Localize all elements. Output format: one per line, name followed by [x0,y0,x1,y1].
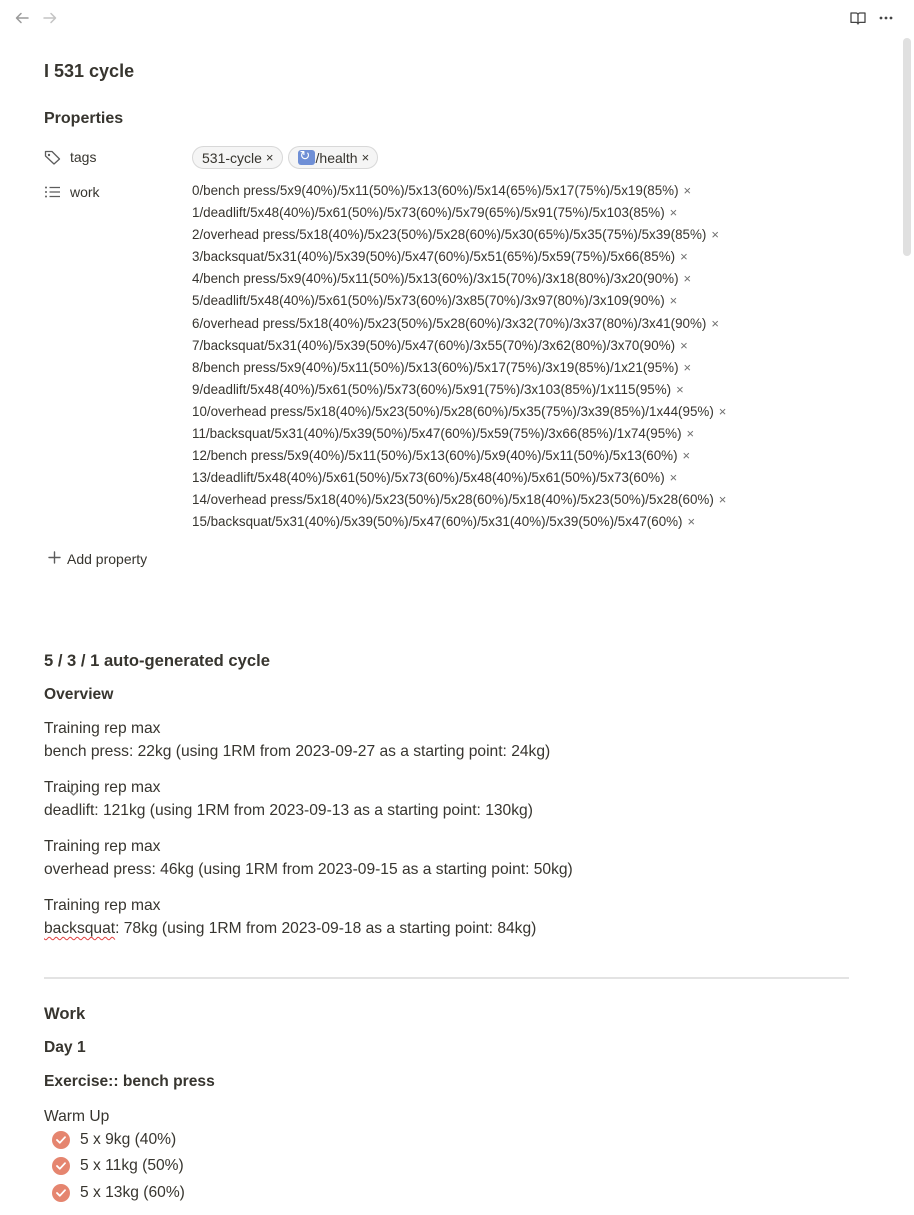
warmup-heading[interactable]: Warm Up [44,1108,110,1125]
remove-tag-close-icon[interactable]: × [265,150,274,165]
warmup-task[interactable] [52,1157,184,1175]
work-value-text: 9/deadlift/5x48(40%)/5x61(50%)/5x73(60%)/5x91(75%)/3x103(85%)/1x115(95%) [192,381,672,397]
training-max-exercise: bench press [44,743,129,760]
tags-values [192,146,378,169]
work-value-text: 14/overhead press/5x18(40%)/5x23(50%)/5x28(60%)/5x18(40%)/5x23(50%)/5x28(60%) [192,492,714,508]
training-max-title[interactable]: Training rep max [44,779,161,796]
warmup-task[interactable] [52,1184,185,1202]
property-key-work[interactable] [44,184,100,200]
remove-value-close-icon[interactable]: × [718,403,727,419]
tag-pill-label: 531-cycle [202,149,262,166]
remove-value-close-icon[interactable]: × [680,249,688,265]
remove-value-close-icon[interactable]: × [683,271,692,287]
work-values-list [192,180,842,534]
work-value-item[interactable] [192,445,842,467]
work-value-text: 8/bench press/5x9(40%)/5x11(50%)/5x13(60%)/5x17(75%)/3x19(85%)/1x21(95%) [192,359,679,375]
remove-value-close-icon[interactable]: × [676,381,684,397]
work-value-text: 12/bench press/5x9(40%)/5x11(50%)/5x13(60%)/5x9(40%)/5x11(50%)/5x13(60%) [192,448,678,464]
warmup-task[interactable] [52,1131,176,1149]
cycle-heading[interactable]: 5 / 3 / 1 auto-generated cycle [44,651,270,670]
remove-value-close-icon[interactable]: × [686,426,695,442]
training-max-exercise: overhead press [44,861,152,878]
forward-arrow-icon[interactable] [40,8,60,28]
properties-heading: Properties [44,110,124,127]
work-value-text: 1/deadlift/5x48(40%)/5x61(50%)/5x73(60%)/5x79(65%)/5x91(75%)/5x103(85%) [192,205,665,221]
work-value-item[interactable] [192,224,842,246]
more-options-icon[interactable] [876,8,896,28]
work-value-text: 0/bench press/5x9(40%)/5x11(50%)/5x13(60%)/5x14(65%)/5x17(75%)/5x19(85%) [192,183,679,198]
work-value-text: 3/backsquat/5x31(40%)/5x39(50%)/5x47(60%)/5x51(65%)/5x59(75%)/5x66(85%) [192,249,676,265]
add-property-button[interactable] [48,551,147,567]
property-row-work [44,184,100,200]
scrollbar[interactable] [903,38,911,1215]
work-value-text: 6/overhead press/5x18(40%)/5x23(50%)/5x28(60%)/3x32(70%)/3x37(80%)/3x41(90%) [192,315,707,331]
work-value-text: 10/overhead press/5x18(40%)/5x23(50%)/5x28(60%)/5x35(75%)/3x39(85%)/1x44(95%) [192,403,714,419]
training-max-title[interactable]: Training rep max [44,897,161,914]
top-bar [0,0,914,36]
exercise-property[interactable]: Exercise:: bench press [44,1073,215,1090]
scrollbar-thumb[interactable] [903,38,911,256]
remove-value-close-icon[interactable]: × [682,448,691,464]
overview-heading[interactable]: Overview [44,686,114,703]
work-value-item[interactable] [192,180,842,202]
training-max-line[interactable] [44,802,533,820]
reader-mode-book-icon[interactable] [848,8,868,28]
remove-value-close-icon[interactable]: × [680,337,688,353]
day-heading[interactable]: Day 1 [44,1039,86,1056]
work-value-item[interactable] [192,246,842,268]
training-max-line[interactable] [44,861,573,879]
training-max-line[interactable] [44,743,550,761]
checked-circle-icon[interactable] [52,1131,70,1149]
property-key-tags[interactable] [44,149,96,165]
work-value-text: 2/overhead press/5x18(40%)/5x23(50%)/5x28(60%)/5x30(65%)/5x35(75%)/5x39(85%) [192,227,707,243]
remove-value-close-icon[interactable]: × [718,492,727,508]
property-label-tags: tags [70,149,97,165]
work-value-item[interactable] [192,313,842,335]
remove-value-close-icon[interactable]: × [687,514,696,530]
remove-value-close-icon[interactable]: × [669,293,678,309]
work-value-item[interactable] [192,379,842,401]
work-value-item[interactable] [192,335,842,357]
remove-value-close-icon[interactable]: × [683,359,692,375]
training-max-detail: : 78kg (using 1RM from 2023-09-18 as a starting point: 84kg) [115,920,537,937]
work-value-item[interactable] [192,511,842,533]
warmup-task-label: 5 x 11kg (50%) [80,1157,184,1174]
remove-value-close-icon[interactable]: × [669,205,678,221]
checked-circle-icon[interactable] [52,1184,70,1202]
training-max-detail: : 46kg (using 1RM from 2023-09-15 as a starting point: 50kg) [151,861,573,878]
work-value-item[interactable] [192,290,842,312]
work-value-item[interactable] [192,401,842,423]
work-value-text: 11/backsquat/5x31(40%)/5x39(50%)/5x47(60%)/5x59(75%)/3x66(85%)/1x74(95%) [192,426,682,442]
work-value-text: 4/bench press/5x9(40%)/5x11(50%)/5x13(60%)/3x15(70%)/3x18(80%)/3x20(90%) [192,271,679,287]
remove-value-close-icon[interactable]: × [711,315,719,331]
tag-pill-health[interactable] [288,146,379,169]
training-max-title[interactable]: Training rep max [44,720,161,737]
work-value-item[interactable] [192,268,842,290]
property-row-tags [44,149,96,165]
training-max-detail: : 121kg (using 1RM from 2023-09-13 as a starting point: 130kg) [94,802,533,819]
property-label-work: work [70,184,100,200]
tag-pill-531-cycle[interactable] [192,146,283,169]
work-value-text: 5/deadlift/5x48(40%)/5x61(50%)/5x73(60%)/3x85(70%)/3x97(80%)/3x109(90%) [192,293,665,309]
add-property-label: Add property [67,551,148,567]
repeat-emoji-icon [298,150,315,165]
work-value-item[interactable] [192,202,842,224]
remove-value-close-icon[interactable]: × [683,183,692,198]
training-max-exercise-misspelled: backsquat [44,920,116,937]
training-max-exercise: deadlift [44,802,95,819]
plus-icon [48,551,61,567]
back-arrow-icon[interactable] [12,8,32,28]
horizontal-divider [44,977,849,979]
work-value-item[interactable] [192,423,842,445]
remove-value-close-icon[interactable]: × [711,227,719,243]
checked-circle-icon[interactable] [52,1157,70,1175]
remove-tag-close-icon[interactable]: × [361,150,370,165]
list-icon [44,185,61,199]
warmup-task-label: 5 x 13kg (60%) [80,1184,185,1201]
work-value-item[interactable] [192,467,842,489]
work-value-text: 7/backsquat/5x31(40%)/5x39(50%)/5x47(60%)/3x55(70%)/3x62(80%)/3x70(90%) [192,337,676,353]
tag-icon [44,150,61,165]
training-max-detail: : 22kg (using 1RM from 2023-09-27 as a starting point: 24kg) [128,743,551,760]
tag-pill-label: /health [315,149,358,166]
remove-value-close-icon[interactable]: × [669,470,678,486]
warmup-task-label: 5 x 9kg (40%) [80,1131,177,1148]
work-value-item[interactable] [192,357,842,379]
work-value-item[interactable] [192,489,842,511]
work-value-text: 15/backsquat/5x31(40%)/5x39(50%)/5x47(60%)/5x31(40%)/5x39(50%)/5x47(60%) [192,514,683,530]
training-max-title[interactable]: Training rep max [44,838,161,855]
work-heading[interactable]: Work [44,1004,86,1023]
training-max-line[interactable] [44,920,536,938]
work-value-text: 13/deadlift/5x48(40%)/5x61(50%)/5x73(60%)/5x48(40%)/5x61(50%)/5x73(60%) [192,470,665,486]
page-title[interactable]: I 531 cycle [44,61,135,81]
